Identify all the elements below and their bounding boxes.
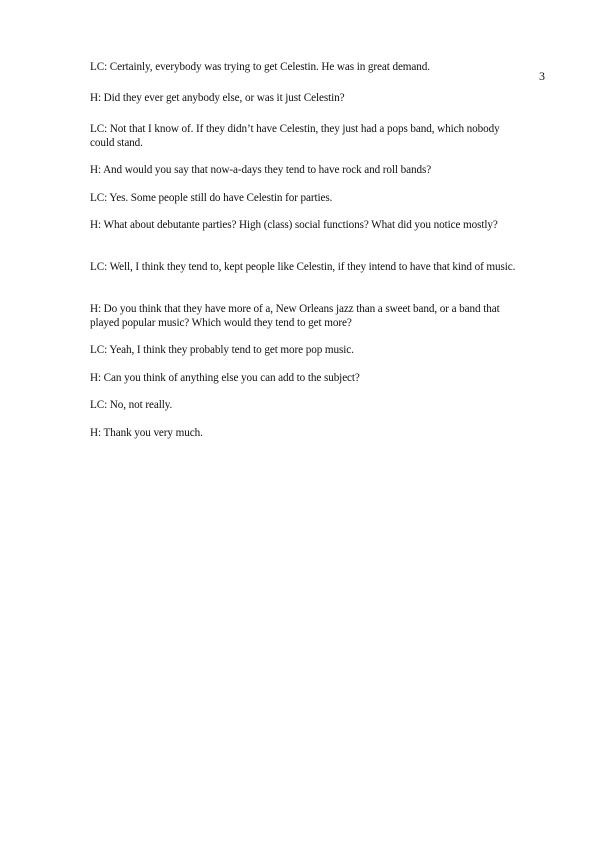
transcript-paragraph: H: And would you say that now-a-days they tend to have rock and roll bands? [90, 164, 432, 176]
transcript-paragraph: H: Did they ever get anybody else, or was it just Celestin? [90, 92, 345, 104]
transcript-paragraph: LC: Yeah, I think they probably tend to get more pop music. [90, 344, 354, 356]
transcript-paragraph: H: Can you think of anything else you can add to the subject? [90, 372, 360, 384]
transcript-paragraph: LC: No, not really. [90, 399, 173, 411]
transcript-paragraph: LC: Well, I think they tend to, kept people like Celestin, if they intend to have that kind of music. [90, 261, 516, 273]
transcript-paragraph: LC: Not that I know of. If they didn’t have Celestin, they just had a pops band, which nobody could stand. [90, 123, 500, 149]
transcript-paragraph: H: What about debutante parties? High (class) social functions? What did you notice mostly? [90, 219, 498, 231]
transcript-paragraph: H: Thank you very much. [90, 427, 203, 439]
transcript-paragraph: LC: Yes. Some people still do have Celestin for parties. [90, 192, 333, 204]
transcript-paragraph: H: Do you think that they have more of a, New Orleans jazz than a sweet band, or a band that played popular music? Which would they tend to get more? [90, 303, 500, 329]
transcript-paragraph: LC: Certainly, everybody was trying to get Celestin. He was in great demand. [90, 61, 430, 73]
page-number: 3 [539, 69, 545, 83]
